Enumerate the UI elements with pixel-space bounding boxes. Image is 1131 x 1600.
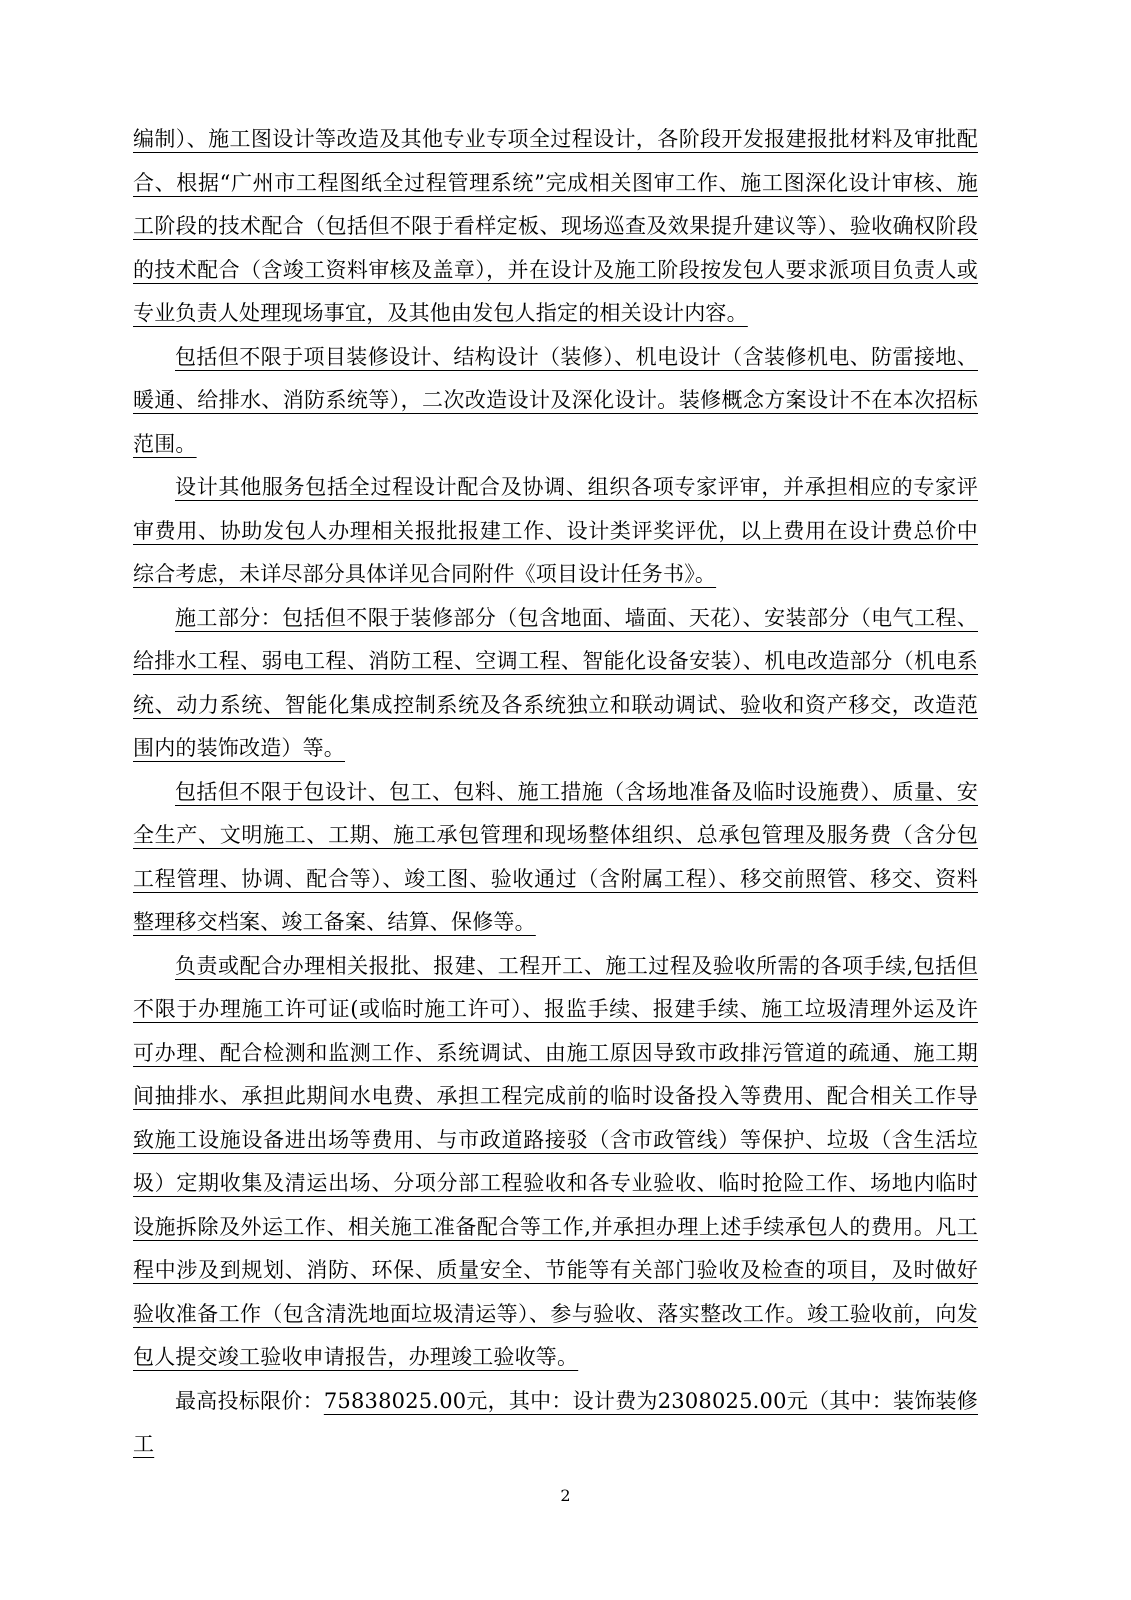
paragraph-design-other-services: [133, 466, 978, 597]
paragraph-text: 编制）、施工图设计等改造及其他专业专项全过程设计，各阶段开发报建报批材料及审批配合、根据“广州市工程图纸全过程管理系统”完成相关图审工作、施工图深化设计审核、施工阶段的技术配合（包括但不限于看样定板、现场巡查及效果提升建议等）、验收确权阶段的技术配合（含竣工资料审核及盖章），并在设计及施工阶段按发包人要求派项目负责人或专业负责人处理现场事宜，及其他由发包人指定的相关设计内容。: [133, 127, 978, 325]
page-number: 2: [560, 1486, 571, 1505]
document-body: [133, 118, 978, 1467]
paragraph-turnkey-scope: [133, 771, 978, 945]
paragraph-design-content: [133, 336, 978, 467]
paragraph-design-scope-continued: [133, 118, 978, 336]
bid-ceiling-label: 最高投标限价：: [175, 1388, 324, 1413]
bid-ceiling-value: 75838025.00元，其中：设计费为2308025.00元（其中：装饰装修工: [133, 1388, 978, 1456]
paragraph-construction-scope: [133, 597, 978, 771]
paragraph-text: 包括但不限于包设计、包工、包料、施工措施（含场地准备及临时设施费）、质量、安全生产、文明施工、工期、施工承包管理和现场整体组织、总承包管理及服务费（含分包工程管理、协调、配合等）、竣工图、验收通过（含附属工程）、移交前照管、移交、资料整理移交档案、竣工备案、结算、保修等。: [133, 779, 978, 934]
paragraph-bid-ceiling-price: [133, 1380, 978, 1467]
paragraph-permits-procedures: [133, 945, 978, 1380]
paragraph-text: 设计其他服务包括全过程设计配合及协调、组织各项专家评审，并承担相应的专家评审费用、协助发包人办理相关报批报建工作、设计类评奖评优，以上费用在设计费总价中综合考虑，未详尽部分具体详见合同附件《项目设计任务书》。: [133, 475, 978, 586]
paragraph-text: 施工部分：包括但不限于装修部分（包含地面、墙面、天花）、安装部分（电气工程、给排水工程、弱电工程、消防工程、空调工程、智能化设备安装）、机电改造部分（机电系统、动力系统、智能化集成控制系统及各系统独立和联动调试、验收和资产移交，改造范围内的装饰改造）等。: [133, 605, 978, 760]
paragraph-text: 包括但不限于项目装修设计、结构设计（装修）、机电设计（含装修机电、防雷接地、暖通、给排水、消防系统等），二次改造设计及深化设计。装修概念方案设计不在本次招标范围。: [133, 344, 978, 456]
paragraph-text: 负责或配合办理相关报批、报建、工程开工、施工过程及验收所需的各项手续,包括但不限于办理施工许可证(或临时施工许可）、报监手续、报建手续、施工垃圾清理外运及许可办理、配合检测和监测工作、系统调试、由施工原因导致市政排污管道的疏通、施工期间抽排水、承担此期间水电费、承担工程完成前的临时设备投入等费用、配合相关工作导致施工设施设备进出场等费用、与市政道路接驳（含市政管线）等保护、垃圾（含生活垃圾）定期收集及清运出场、分项分部工程验收和各专业验收、临时抢险工作、场地内临时设施拆除及外运工作、相关施工准备配合等工作,并承担办理上述手续承包人的费用。凡工程中涉及到规划、消防、环保、质量安全、节能等有关部门验收及检查的项目，及时做好验收准备工作（包含清洗地面垃圾清运等）、参与验收、落实整改工作。竣工验收前，向发包人提交竣工验收申请报告，办理竣工验收等。: [133, 953, 978, 1369]
